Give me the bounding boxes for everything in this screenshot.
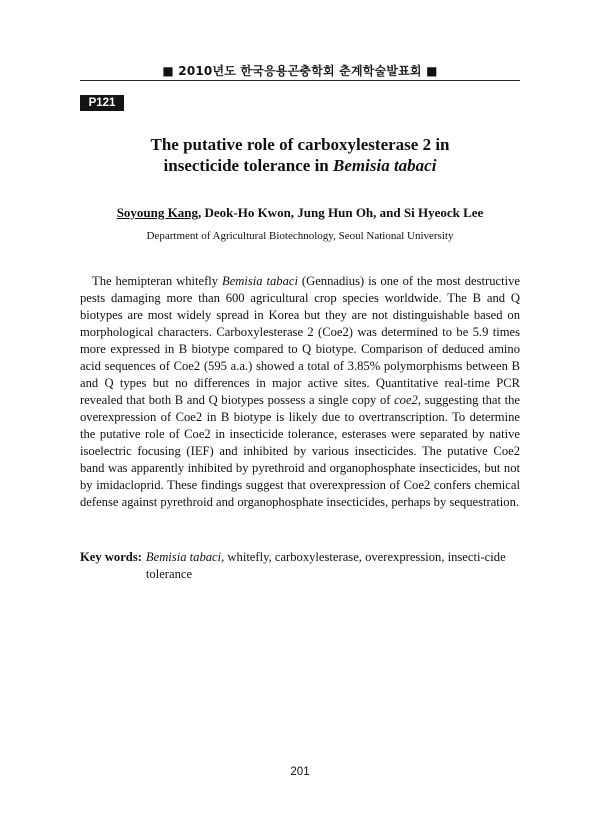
abstract-part-1: The hemipteran whitefly — [92, 274, 222, 288]
abstract-body — [80, 273, 520, 511]
poster-id-badge: P121 — [80, 95, 124, 111]
abstract-species: Bemisia tabaci — [222, 274, 298, 288]
conference-header: ■ 2010년도 한국응용곤충학회 춘계학술발표회 ■ — [162, 64, 438, 78]
author-list — [80, 205, 520, 221]
title-line-2 — [80, 155, 520, 176]
title-line-1: The putative role of carboxylesterase 2 in — [150, 135, 450, 154]
co-authors: , Deok-Ho Kwon, Jung Hun Oh, and Si Hyeock Lee — [197, 205, 484, 220]
abstract-part-3: , suggesting that the overexpression of Coe2 in B biotype is likely due to overtranscription. To determine the putative role of Coe2 in insecticide tolerance, esterases were separated by native isoelectric focusing (IEF) and inhibited by various insecticides. The putative Coe2 band was apparently inhibited by pyrethroid and organophosphate insecticides, but not by imidacloprid. These findings suggest that overexpression of Coe2 confers chemical defense against pyrethroid and organophosphate insecticides, perhaps by sequestration. — [80, 393, 520, 509]
abstract-part-2: (Gennadius) is one of the most destructive pests damaging more than 600 agricultural crop species worldwide. The B and Q biotypes are most widely spread in Korea but they are not distinguishable based on morphological characters. Carboxylesterase 2 (Coe2) was determined to be 5.9 times more expressed in B biotype compared to Q biotype. Comparison of deduced amino acid sequences of Coe2 (595 a.a.) showed a total of 3.85% polymorphisms between B and Q types but no differences in major active sites. Quantitative real-time PCR revealed that both B and Q biotypes possess a single copy of — [80, 274, 520, 407]
keywords-list — [146, 549, 520, 583]
header-rule — [80, 80, 520, 81]
page-number: 201 — [290, 766, 310, 778]
presenting-author: Soyoung Kang — [116, 205, 198, 220]
keywords-label: Key words: — [80, 550, 142, 564]
title-line-2-text: insecticide tolerance in — [163, 156, 334, 175]
paper-title — [80, 134, 520, 176]
keywords — [80, 549, 520, 583]
keyword-species: Bemisia tabaci — [145, 550, 222, 564]
keywords-rest: , whitefly, carboxylesterase, overexpression, insecti-cide tolerance — [145, 550, 506, 581]
affiliation: Department of Agricultural Biotechnology, Seoul National University — [146, 230, 454, 242]
title-species: Bemisia tabaci — [333, 156, 437, 175]
abstract-gene: coe2 — [394, 393, 418, 407]
